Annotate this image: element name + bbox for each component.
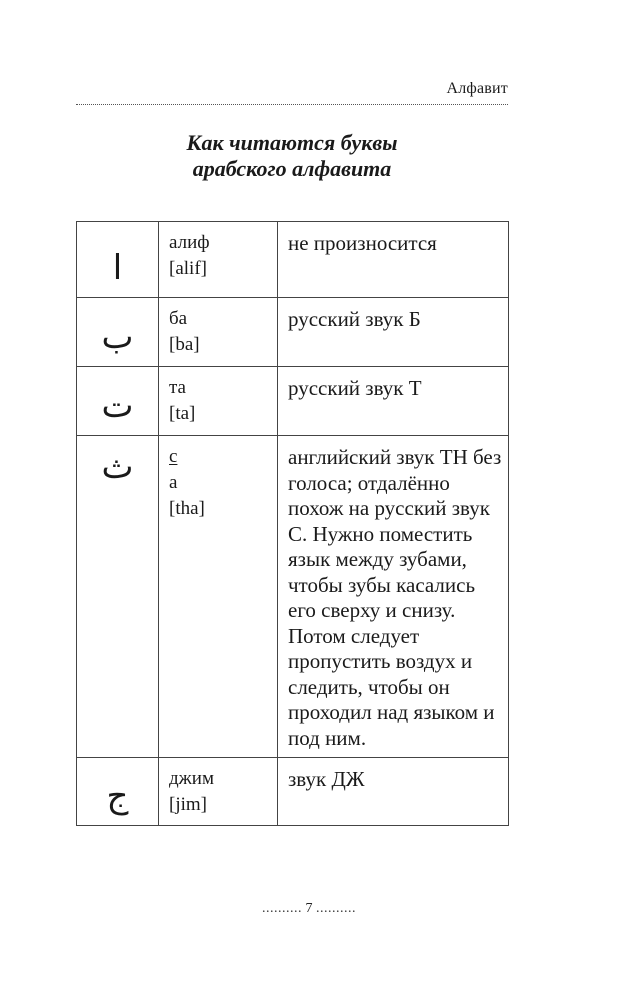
letter-cell [77,367,159,436]
letter-name-rest: а [169,472,178,493]
letter-translit: [jim] [169,794,207,815]
page-number-footer [0,901,618,917]
arabic-letter-alif: ا [112,248,123,288]
page-number: 7 [305,901,313,916]
page-title-line-2: арабского алфавита [192,156,392,181]
letter-name [169,444,277,496]
page-title [76,130,508,182]
alphabet-table [76,221,509,826]
letter-translit: [tha] [169,498,205,519]
letter-name-underlined: с [169,446,178,467]
pronunciation-cell: не произносится [278,222,509,298]
table-row-tha [77,436,509,758]
letter-cell [77,436,159,758]
page-title-line-1: Как читаются буквы [186,130,398,155]
letter-name-cell [159,222,278,298]
pronunciation-cell: русский звук Б [278,298,509,367]
pronunciation-cell: звук ДЖ [278,758,509,826]
arabic-letter-jim: ج [106,776,129,816]
letter-name-cell [159,436,278,758]
letter-cell [77,758,159,826]
pronunciation-cell: английский звук TH без голоса; отдалённо похож на русский звук С. Нужно поместить язык между зубами, чтобы зубы касались его сверху и снизу. Потом следует пропустить воздух и следить, чтобы он проходил над языком и под ним. [278,436,509,758]
letter-translit: [ba] [169,334,200,355]
table-row-alif [77,222,509,298]
table-row-jim [77,758,509,826]
letter-cell [77,222,159,298]
footer-dots-right: .......... [316,901,356,916]
letter-name-cell [159,298,278,367]
letter-translit: [ta] [169,403,196,424]
table-row-ba [77,298,509,367]
letter-cell [77,298,159,367]
letter-name: та [169,377,186,398]
arabic-letter-ta: ت [101,386,134,426]
running-header: Алфавит [446,80,508,97]
letter-name: ба [169,308,188,329]
letter-name-cell [159,758,278,826]
header-dotted-rule [76,104,508,105]
pronunciation-cell: русский звук Т [278,367,509,436]
table-row-ta [77,367,509,436]
arabic-letter-tha: ث [101,447,134,487]
letter-name: джим [169,768,214,789]
letter-name-cell [159,367,278,436]
arabic-letter-ba: ب [101,317,134,357]
letter-name: алиф [169,232,210,253]
footer-dots-left: .......... [262,901,302,916]
letter-translit: [alif] [169,258,207,279]
